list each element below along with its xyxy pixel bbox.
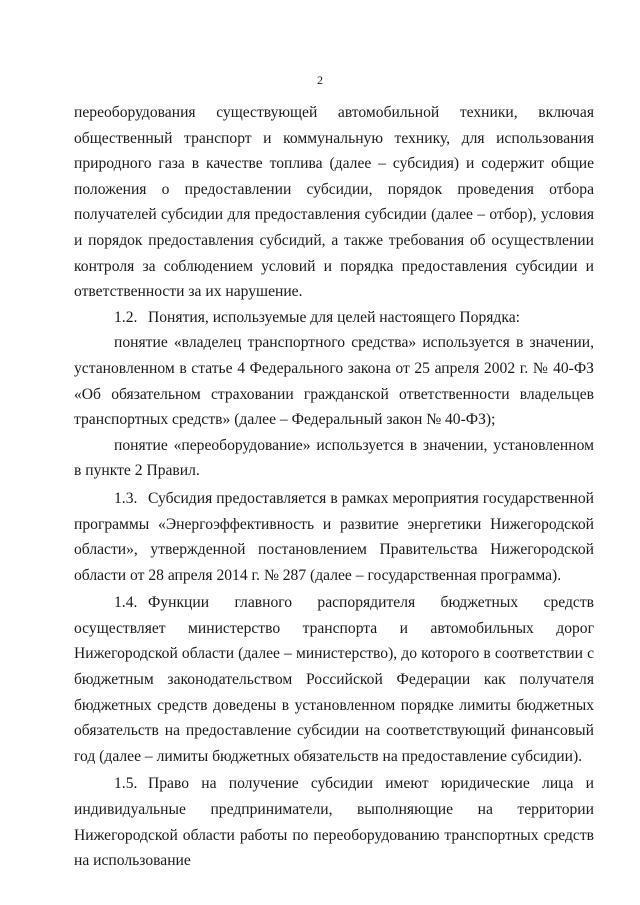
paragraph-text: понятие «переоборудование» используется в значении, установленном в пункте 2 Правил. bbox=[74, 436, 594, 480]
page-number: 2 bbox=[317, 73, 323, 87]
paragraph-conversion-definition bbox=[74, 433, 594, 484]
paragraph-text: Понятия, используемые для целей настоящего Порядка: bbox=[148, 308, 520, 326]
paragraph-text: Право на получение субсидии имеют юридические лица и индивидуальные предприниматели, выполняющие на территории Нижегородской области работы по переоборудованию транспортных средств на использование bbox=[74, 775, 594, 870]
paragraph-intro-continuation bbox=[74, 100, 594, 305]
paragraph-1-5 bbox=[74, 771, 594, 873]
paragraph-owner-definition bbox=[74, 330, 594, 432]
paragraph-1-4 bbox=[74, 590, 594, 769]
paragraph-number: 1.2. bbox=[114, 308, 138, 326]
paragraph-number: 1.3. bbox=[114, 489, 138, 507]
document-body bbox=[74, 100, 594, 874]
paragraph-text: Субсидия предоставляется в рамках мероприятия государственной программы «Энергоэффективность и развитие энергетики Нижегородской области», утвержденной постановлением Правительства Нижегородской области от 28 апреля 2014 г. № 287 (далее – государственная программа). bbox=[74, 489, 594, 584]
paragraph-number: 1.5. bbox=[114, 775, 138, 793]
paragraph-1-3 bbox=[74, 486, 594, 588]
paragraph-text: понятие «владелец транспортного средства» используется в значении, установленном в статье 4 Федерального закона от 25 апреля 2002 г. № 40-ФЗ «Об обязательном страховании гражданской ответственности владельцев транспортных средств» (далее – Федеральный закон № 40-ФЗ); bbox=[74, 334, 594, 429]
paragraph-number: 1.4. bbox=[114, 594, 138, 612]
paragraph-text: переоборудования существующей автомобильной техники, включая общественный транспорт и коммунальную технику, для использования природного газа в качестве топлива (далее – субсидия) и содержит общие положения о предоставлении субсидии, порядок проведения отбора получателей субсидии для предоставления субсидии (далее – отбор), условия и порядок предоставления субсидий, а также требования об осуществлении контроля за соблюдением условий и порядка предоставления субсидии и ответственности за их нарушение. bbox=[74, 104, 594, 301]
paragraph-text: Функции главного распорядителя бюджетных средств осуществляет министерство транспорта и автомобильных дорог Нижегородской области (далее – министерство), до которого в соответствии с бюджетным законодательством Российской Федерации как получателя бюджетных средств доведены в установленном порядке лимиты бюджетных обязательств на предоставление субсидии на соответствующий финансовый год (далее – лимиты бюджетных обязательств на предоставление субсидии). bbox=[74, 594, 594, 765]
paragraph-1-2 bbox=[74, 305, 594, 331]
